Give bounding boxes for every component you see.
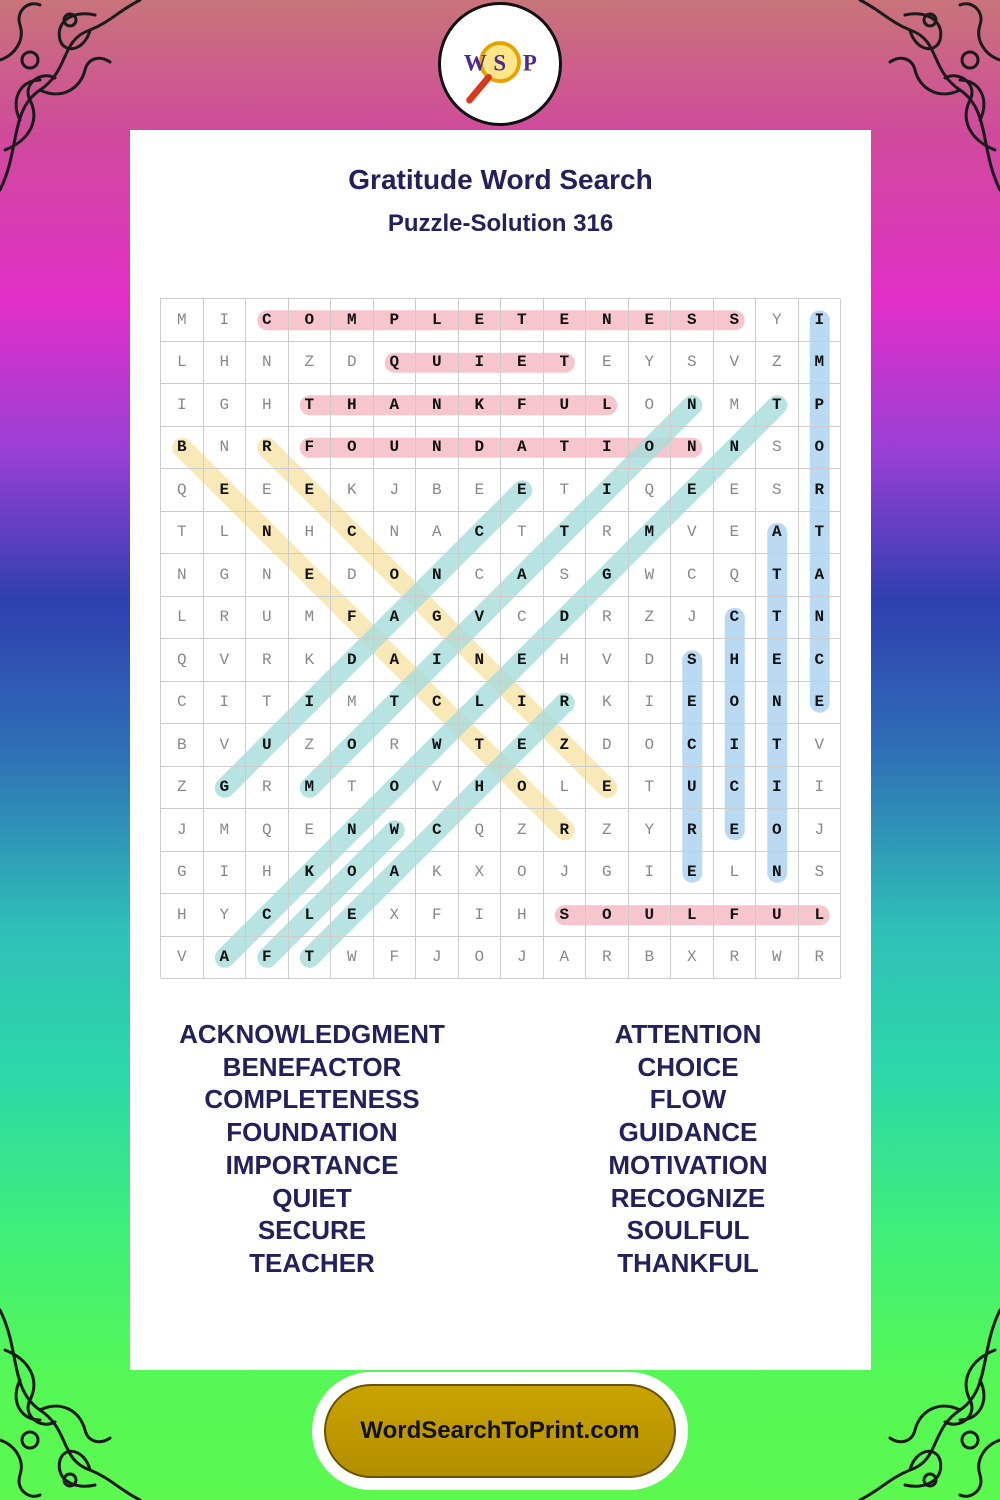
grid-cell[interactable]: R [671, 809, 714, 852]
page-title: Gratitude Word Search [348, 164, 653, 195]
grid-cell[interactable]: J [161, 809, 204, 852]
grid-cell[interactable]: N [416, 554, 459, 597]
grid-cell[interactable]: J [374, 469, 417, 512]
grid-cell[interactable]: T [756, 724, 799, 767]
grid-cell[interactable]: E [289, 469, 332, 512]
grid-cell[interactable]: K [331, 469, 374, 512]
grid-cell[interactable]: Y [629, 809, 672, 852]
grid-cell[interactable]: N [671, 384, 714, 427]
grid-cell[interactable]: U [756, 894, 799, 937]
grid-cell[interactable]: F [714, 894, 757, 937]
grid-cell[interactable]: U [671, 767, 714, 810]
grid-cell[interactable]: I [799, 767, 842, 810]
grid-cell[interactable]: A [374, 384, 417, 427]
word-list-right [523, 1018, 853, 1280]
grid-cell[interactable]: R [246, 767, 289, 810]
grid-cell[interactable]: G [586, 554, 629, 597]
grid-cell[interactable]: C [246, 894, 289, 937]
grid-cell[interactable]: U [629, 894, 672, 937]
grid-cell[interactable]: T [799, 512, 842, 555]
grid-cell[interactable]: V [714, 342, 757, 385]
grid-cell[interactable]: C [161, 682, 204, 725]
grid-cell[interactable]: C [501, 597, 544, 640]
grid-cell[interactable]: G [586, 852, 629, 895]
word-item: GUIDANCE [618, 1117, 758, 1148]
grid-cell[interactable]: E [501, 469, 544, 512]
grid-cell[interactable]: E [671, 852, 714, 895]
grid-cell[interactable]: B [161, 427, 204, 470]
word-search-grid[interactable] [160, 298, 840, 978]
grid-cell[interactable]: R [204, 597, 247, 640]
corner-ornament-top-right [850, 0, 1000, 200]
grid-cell[interactable]: H [204, 342, 247, 385]
grid-cell[interactable]: T [246, 682, 289, 725]
grid-cell[interactable]: N [586, 299, 629, 342]
grid-cell[interactable]: V [586, 639, 629, 682]
grid-cell[interactable]: R [544, 809, 587, 852]
grid-cell[interactable]: E [204, 469, 247, 512]
grid-cell[interactable]: U [544, 384, 587, 427]
grid-cell[interactable]: D [629, 639, 672, 682]
grid-cell[interactable]: A [799, 554, 842, 597]
grid-cell[interactable]: O [331, 724, 374, 767]
grid-cell[interactable]: C [671, 554, 714, 597]
grid-cell[interactable]: T [544, 342, 587, 385]
grid-cell[interactable]: I [501, 682, 544, 725]
logo-letter-w: W [463, 50, 487, 76]
grid-cell[interactable]: R [586, 937, 629, 980]
grid-cell[interactable]: O [629, 427, 672, 470]
grid-cell[interactable]: T [289, 384, 332, 427]
grid-cell[interactable]: T [544, 427, 587, 470]
grid-cell[interactable]: Z [161, 767, 204, 810]
grid-cell[interactable]: O [586, 894, 629, 937]
grid-cell[interactable]: F [331, 597, 374, 640]
grid-cell[interactable]: Q [714, 554, 757, 597]
grid-cell[interactable]: N [374, 512, 417, 555]
grid-cell[interactable]: D [331, 342, 374, 385]
logo-letter-s: S [493, 50, 507, 76]
grid-cell[interactable]: R [799, 937, 842, 980]
grid-cell[interactable]: O [501, 852, 544, 895]
grid-cell[interactable]: O [629, 384, 672, 427]
grid-cell[interactable]: N [416, 427, 459, 470]
grid-cell[interactable]: A [501, 554, 544, 597]
word-item: ATTENTION [614, 1019, 762, 1049]
grid-cell[interactable]: E [544, 299, 587, 342]
grid-cell[interactable]: S [756, 427, 799, 470]
grid-cell[interactable]: Z [289, 342, 332, 385]
grid-cell[interactable]: D [459, 427, 502, 470]
grid-cell[interactable]: N [246, 342, 289, 385]
grid-cell[interactable]: A [374, 639, 417, 682]
grid-cell[interactable]: S [799, 852, 842, 895]
site-link[interactable]: WordSearchToPrint.com [324, 1384, 676, 1478]
grid-cell[interactable]: O [714, 682, 757, 725]
grid-cell[interactable]: A [756, 512, 799, 555]
grid-cell[interactable]: M [714, 384, 757, 427]
word-item: FLOW [649, 1084, 727, 1115]
grid-cell[interactable]: Q [629, 469, 672, 512]
grid-cell[interactable]: V [459, 597, 502, 640]
grid-cell[interactable]: T [459, 724, 502, 767]
grid-cell[interactable]: M [331, 299, 374, 342]
grid-cell[interactable]: E [501, 639, 544, 682]
grid-cell[interactable]: U [416, 342, 459, 385]
grid-cell[interactable]: N [416, 384, 459, 427]
grid-cell[interactable]: Y [204, 894, 247, 937]
grid-cell[interactable]: O [374, 767, 417, 810]
grid-cell[interactable]: E [501, 342, 544, 385]
grid-cell[interactable]: O [799, 427, 842, 470]
flourish-icon [850, 1300, 1000, 1500]
grid-cell[interactable]: M [331, 682, 374, 725]
grid-cell[interactable]: Y [629, 342, 672, 385]
grid-cell[interactable]: A [374, 597, 417, 640]
grid-cell[interactable]: W [331, 937, 374, 980]
grid-cell[interactable]: Q [246, 809, 289, 852]
grid-cell[interactable]: N [756, 852, 799, 895]
word-item: COMPLETENESS [204, 1084, 420, 1115]
grid-cell[interactable]: K [289, 852, 332, 895]
word-list-left [147, 1018, 477, 1280]
grid-cell[interactable]: V [204, 639, 247, 682]
grid-cell[interactable]: E [586, 767, 629, 810]
grid-cell[interactable]: O [501, 767, 544, 810]
grid-cell[interactable]: Q [374, 342, 417, 385]
grid-cell[interactable]: D [331, 639, 374, 682]
grid-cell[interactable]: R [714, 937, 757, 980]
grid-cell[interactable]: S [671, 342, 714, 385]
grid-cell[interactable]: C [714, 597, 757, 640]
grid-cell[interactable]: R [586, 512, 629, 555]
grid-cell[interactable]: J [671, 597, 714, 640]
grid-cell[interactable]: V [161, 937, 204, 980]
grid-cell[interactable]: Y [756, 299, 799, 342]
grid-cell[interactable]: K [289, 639, 332, 682]
grid-cell[interactable]: N [459, 639, 502, 682]
grid-cell[interactable]: I [161, 384, 204, 427]
grid-cell[interactable]: C [331, 512, 374, 555]
grid-cell[interactable]: T [289, 937, 332, 980]
grid-cell[interactable]: R [374, 724, 417, 767]
grid-cell[interactable]: M [204, 809, 247, 852]
grid-cell[interactable]: N [714, 427, 757, 470]
grid-cell[interactable]: E [629, 299, 672, 342]
grid-cell[interactable]: T [374, 682, 417, 725]
corner-ornament-bottom-left [0, 1300, 150, 1500]
grid-cell[interactable]: E [671, 469, 714, 512]
grid-cell[interactable]: T [501, 299, 544, 342]
grid-cell[interactable]: V [204, 724, 247, 767]
grid-cell[interactable]: R [246, 427, 289, 470]
flourish-icon [0, 1300, 150, 1500]
grid-cell[interactable]: L [204, 512, 247, 555]
grid-cell[interactable]: N [331, 809, 374, 852]
grid-cell[interactable]: E [459, 469, 502, 512]
grid-cell[interactable]: Z [544, 724, 587, 767]
grid-cell[interactable]: E [289, 554, 332, 597]
grid-cell[interactable]: I [714, 724, 757, 767]
grid-cell[interactable]: T [756, 597, 799, 640]
grid-cell[interactable]: H [714, 639, 757, 682]
grid-cell[interactable]: O [331, 427, 374, 470]
grid-cell[interactable]: U [246, 724, 289, 767]
grid-cell[interactable]: C [246, 299, 289, 342]
grid-cell[interactable]: F [289, 427, 332, 470]
grid-cell[interactable]: E [671, 682, 714, 725]
grid-cell[interactable]: H [544, 639, 587, 682]
grid-cell[interactable]: O [459, 937, 502, 980]
grid-cell[interactable]: F [246, 937, 289, 980]
grid-cell[interactable]: P [799, 384, 842, 427]
grid-cell[interactable]: Z [586, 809, 629, 852]
grid-cell[interactable]: D [586, 724, 629, 767]
grid-cell[interactable]: W [629, 554, 672, 597]
grid-cell[interactable]: N [671, 427, 714, 470]
word-item: CHOICE [637, 1051, 739, 1082]
grid-cell[interactable]: P [374, 299, 417, 342]
grid-cell[interactable]: H [501, 894, 544, 937]
grid-cell[interactable]: W [756, 937, 799, 980]
grid-cell[interactable]: F [501, 384, 544, 427]
grid-cell[interactable]: G [204, 554, 247, 597]
grid-cell[interactable]: C [416, 682, 459, 725]
grid-cell[interactable]: H [289, 512, 332, 555]
grid-cell[interactable]: L [714, 852, 757, 895]
grid-cell[interactable]: G [204, 384, 247, 427]
grid-cell[interactable]: L [671, 894, 714, 937]
grid-cell[interactable]: E [586, 342, 629, 385]
site-badge [312, 1372, 688, 1490]
grid-cell[interactable]: H [331, 384, 374, 427]
grid-cell[interactable]: F [416, 894, 459, 937]
grid-cell[interactable]: I [799, 299, 842, 342]
grid-cell[interactable]: N [799, 597, 842, 640]
grid-cell[interactable]: L [586, 384, 629, 427]
grid-cell[interactable]: D [544, 597, 587, 640]
grid-cell[interactable]: T [501, 512, 544, 555]
grid-cell[interactable]: O [331, 852, 374, 895]
grid-cell[interactable]: N [204, 427, 247, 470]
grid-cell[interactable]: O [756, 809, 799, 852]
grid-cell[interactable]: H [161, 894, 204, 937]
grid-cell[interactable]: M [799, 342, 842, 385]
grid-cell[interactable]: J [416, 937, 459, 980]
grid-cell[interactable]: N [756, 682, 799, 725]
grid-cell[interactable]: K [459, 384, 502, 427]
grid-cell[interactable]: K [416, 852, 459, 895]
grid-cell[interactable]: C [714, 767, 757, 810]
grid-cell[interactable]: E [501, 724, 544, 767]
grid-cell[interactable]: E [714, 512, 757, 555]
grid-cell[interactable]: L [161, 597, 204, 640]
word-item: BENEFACTOR [222, 1051, 402, 1082]
word-item: SOULFUL [626, 1215, 750, 1246]
grid-cell[interactable]: F [374, 937, 417, 980]
word-item: SECURE [257, 1215, 367, 1246]
grid-cell[interactable]: X [671, 937, 714, 980]
grid-cell[interactable]: R [246, 639, 289, 682]
grid-cell[interactable]: H [459, 767, 502, 810]
grid-cell[interactable]: S [671, 299, 714, 342]
grid-cell[interactable]: E [714, 809, 757, 852]
word-item: QUIET [272, 1182, 352, 1213]
grid-cell[interactable]: G [416, 597, 459, 640]
grid-cell[interactable]: T [544, 512, 587, 555]
flourish-icon [0, 0, 150, 200]
page-subtitle: Puzzle-Solution 316 [387, 210, 614, 237]
grid-cell[interactable]: L [416, 299, 459, 342]
grid-cell[interactable]: S [671, 639, 714, 682]
grid-cell[interactable]: Q [161, 639, 204, 682]
grid-cell[interactable]: I [204, 299, 247, 342]
grid-cell[interactable]: I [756, 767, 799, 810]
grid-cell[interactable]: T [756, 554, 799, 597]
grid-cell[interactable]: O [289, 299, 332, 342]
grid-cell[interactable]: M [629, 512, 672, 555]
grid-cell[interactable]: L [544, 767, 587, 810]
grid-cell[interactable]: E [799, 682, 842, 725]
word-item: TEACHER [249, 1247, 375, 1278]
grid-cell[interactable]: C [459, 554, 502, 597]
grid-cell[interactable]: L [289, 894, 332, 937]
grid-cell[interactable]: A [416, 512, 459, 555]
grid-cell[interactable]: R [586, 597, 629, 640]
grid-cell[interactable]: H [246, 384, 289, 427]
grid-cell[interactable]: X [459, 852, 502, 895]
grid-cell[interactable]: I [204, 682, 247, 725]
grid-cell[interactable]: E [331, 894, 374, 937]
grid-cell[interactable]: U [374, 427, 417, 470]
grid-cell[interactable]: J [544, 852, 587, 895]
grid-cell[interactable]: I [459, 342, 502, 385]
word-item: THANKFUL [617, 1247, 759, 1278]
grid-cell[interactable]: T [161, 512, 204, 555]
grid-cell[interactable]: D [331, 554, 374, 597]
grid-cell[interactable]: E [246, 469, 289, 512]
word-item: RECOGNIZE [610, 1182, 766, 1213]
grid-cell[interactable]: V [671, 512, 714, 555]
word-item: ACKNOWLEDGMENT [179, 1019, 445, 1049]
word-item: FOUNDATION [226, 1117, 398, 1148]
grid-cell[interactable]: W [416, 724, 459, 767]
grid-cell[interactable]: M [161, 299, 204, 342]
grid-cell[interactable]: L [459, 682, 502, 725]
grid-cell[interactable]: G [161, 852, 204, 895]
grid-cell[interactable]: C [416, 809, 459, 852]
site-logo[interactable] [438, 2, 562, 126]
grid-cell[interactable]: V [799, 724, 842, 767]
grid-cell[interactable]: Z [501, 809, 544, 852]
grid-cell[interactable]: I [586, 469, 629, 512]
grid-cell[interactable]: E [289, 809, 332, 852]
grid-cell[interactable]: X [374, 894, 417, 937]
grid-cell[interactable]: M [289, 597, 332, 640]
grid-cell[interactable]: T [629, 767, 672, 810]
grid-cell[interactable]: T [544, 469, 587, 512]
grid-cell[interactable]: W [374, 809, 417, 852]
grid-cell[interactable]: R [544, 682, 587, 725]
grid-cell[interactable]: A [501, 427, 544, 470]
grid-cell[interactable]: N [246, 512, 289, 555]
grid-cell[interactable]: I [289, 682, 332, 725]
grid-cell[interactable]: U [246, 597, 289, 640]
grid-cell[interactable]: E [459, 299, 502, 342]
grid-cell[interactable]: C [459, 512, 502, 555]
grid-cell[interactable]: I [629, 852, 672, 895]
grid-cell[interactable]: S [544, 894, 587, 937]
grid-cell[interactable]: T [331, 767, 374, 810]
grid-cell[interactable]: G [204, 767, 247, 810]
grid-cell[interactable]: V [416, 767, 459, 810]
grid-cell[interactable]: I [416, 639, 459, 682]
grid-cell[interactable]: A [374, 852, 417, 895]
grid-cell[interactable]: T [756, 384, 799, 427]
grid-cell[interactable]: I [629, 682, 672, 725]
grid-cell[interactable]: S [544, 554, 587, 597]
grid-cell[interactable]: Z [629, 597, 672, 640]
grid-cell[interactable]: I [459, 894, 502, 937]
grid-cell[interactable]: B [416, 469, 459, 512]
grid-cell[interactable]: M [289, 767, 332, 810]
grid-cell[interactable]: Z [289, 724, 332, 767]
grid-cell[interactable]: S [756, 469, 799, 512]
puzzle-sheet [130, 130, 871, 1370]
corner-ornament-bottom-right [850, 1300, 1000, 1500]
grid-cell[interactable]: L [799, 894, 842, 937]
grid-cell[interactable]: I [204, 852, 247, 895]
grid-cell[interactable]: A [204, 937, 247, 980]
grid-cell[interactable]: R [799, 469, 842, 512]
logo-letter-p: P [522, 50, 537, 76]
grid-cell[interactable]: A [544, 937, 587, 980]
grid-cell[interactable]: O [374, 554, 417, 597]
grid-cell[interactable]: E [714, 469, 757, 512]
grid-cell[interactable]: E [756, 639, 799, 682]
grid-cell[interactable]: Z [756, 342, 799, 385]
grid-cell[interactable]: N [161, 554, 204, 597]
grid-cell[interactable]: J [501, 937, 544, 980]
word-item: MOTIVATION [608, 1149, 768, 1180]
grid-cell[interactable]: C [799, 639, 842, 682]
grid-cell[interactable]: K [586, 682, 629, 725]
grid-cell[interactable]: Q [161, 469, 204, 512]
grid-cells[interactable] [161, 299, 841, 979]
grid-cell[interactable]: Q [459, 809, 502, 852]
grid-cell[interactable]: S [714, 299, 757, 342]
grid-cell[interactable]: H [246, 852, 289, 895]
grid-cell[interactable]: B [629, 937, 672, 980]
grid-cell[interactable]: J [799, 809, 842, 852]
grid-cell[interactable]: L [161, 342, 204, 385]
word-item: IMPORTANCE [225, 1149, 399, 1180]
flourish-icon [850, 0, 1000, 200]
corner-ornament-top-left [0, 0, 150, 200]
grid-cell[interactable]: N [246, 554, 289, 597]
grid-cell[interactable]: O [629, 724, 672, 767]
grid-cell[interactable]: I [586, 427, 629, 470]
grid-cell[interactable]: B [161, 724, 204, 767]
grid-cell[interactable]: C [671, 724, 714, 767]
